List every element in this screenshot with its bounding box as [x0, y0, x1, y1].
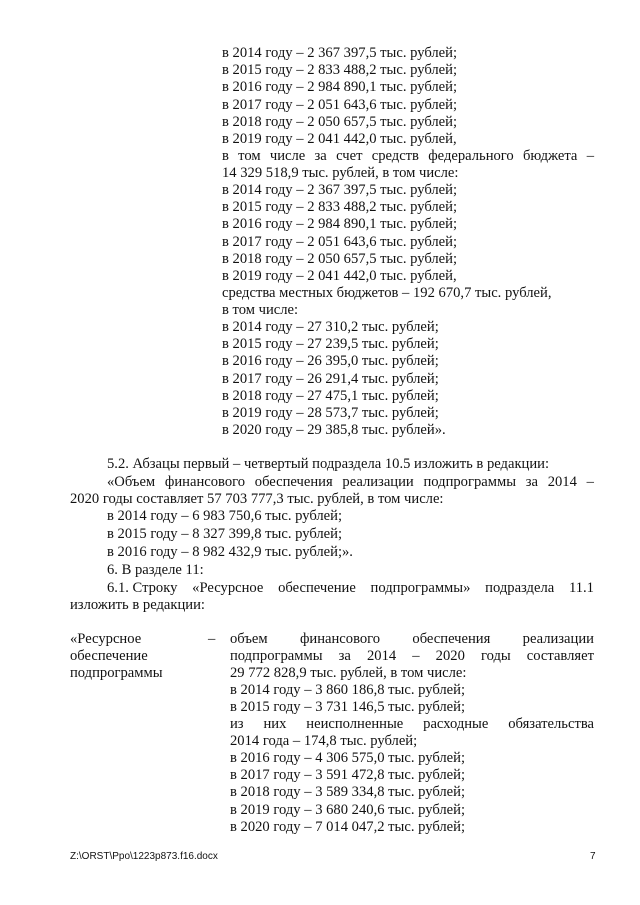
- table-right-line-5: в 2015 году – 3 731 146,5 тыс. рублей;: [230, 699, 466, 715]
- word: обеспечение: [278, 580, 356, 596]
- word: 2014: [367, 648, 397, 664]
- funding-year-line: в 2015 году – 2 833 488,2 тыс. рублей;: [222, 62, 458, 79]
- funding-year-line: в 2014 году – 2 367 397,5 тыс. рублей;: [222, 45, 458, 61]
- section-6-heading: 6. В разделе 11:: [107, 562, 204, 578]
- word: 2020: [435, 648, 465, 664]
- word: за: [314, 148, 327, 164]
- section-6-1-line-2: изложить в редакции:: [70, 597, 205, 613]
- funding-year-line: в 2018 году – 2 050 657,5 тыс. рублей;: [222, 113, 458, 130]
- word: за: [338, 648, 351, 664]
- word: составляет: [526, 648, 594, 664]
- word: 6.1. Строку: [107, 580, 178, 596]
- word: обязательства: [508, 716, 594, 732]
- table-right-line-1: [230, 631, 594, 648]
- word: финансового: [164, 474, 246, 490]
- table-right-line-2: [230, 648, 594, 665]
- word: счет: [336, 148, 363, 164]
- table-right-line-7: 2014 года – 174,8 тыс. рублей;: [230, 733, 418, 749]
- local-year-line: в 2017 году – 26 291,4 тыс. рублей;: [222, 370, 439, 387]
- federal-year-line: в 2019 году – 2 041 442,0 тыс. рублей,: [222, 268, 457, 284]
- word: подпрограммы»: [370, 580, 471, 596]
- funding-year-line: в 2016 году – 2 984 890,1 тыс. рублей;: [222, 79, 458, 96]
- word: расходные: [423, 716, 489, 732]
- word: «Объем: [107, 474, 156, 490]
- local-year-line: в 2019 году – 28 573,7 тыс. рублей;: [222, 405, 439, 421]
- federal-intro-line-2: 14 329 518,9 тыс. рублей, в том числе:: [222, 165, 459, 181]
- word: федерального: [428, 148, 514, 164]
- word: числе: [269, 148, 306, 164]
- section-5-2-heading: 5.2. Абзацы первый – четвертый подраздела 10.5 изложить в редакции:: [107, 456, 550, 472]
- word: объем: [230, 631, 268, 647]
- footer-page-number: 7: [590, 851, 596, 862]
- section-5-2-year-line: в 2015 году – 8 327 399,8 тыс. рублей;: [107, 526, 343, 542]
- word: средств: [371, 148, 419, 164]
- word: подпрограммы: [230, 648, 323, 664]
- federal-intro-line: [222, 148, 594, 165]
- word: бюджета: [523, 148, 578, 164]
- word: за: [525, 474, 538, 490]
- section-6-1-line-1: [107, 580, 594, 597]
- word: финансового: [299, 631, 381, 647]
- table-left-line: подпрограммы: [70, 665, 163, 681]
- word: в: [222, 148, 229, 164]
- local-year-line: в 2015 году – 27 239,5 тыс. рублей;: [222, 336, 439, 353]
- federal-year-line: в 2016 году – 2 984 890,1 тыс. рублей;: [222, 216, 458, 233]
- table-year-line: в 2018 году – 3 589 334,8 тыс. рублей;: [230, 784, 466, 801]
- word: подпрограммы: [423, 474, 517, 490]
- word: –: [586, 474, 594, 490]
- word: неисполненные: [306, 716, 404, 732]
- word: 2014: [547, 474, 577, 490]
- funding-year-line: в 2019 году – 2 041 442,0 тыс. рублей,: [222, 131, 457, 147]
- local-year-line: в 2014 году – 27 310,2 тыс. рублей;: [222, 319, 439, 335]
- word: из: [230, 716, 244, 732]
- section-5-2-year-line: в 2016 году – 8 982 432,9 тыс. рублей;».: [107, 544, 353, 560]
- word: годы: [480, 648, 511, 664]
- table-left-line: обеспечение: [70, 648, 148, 664]
- table-year-line: в 2020 году – 7 014 047,2 тыс. рублей;: [230, 818, 466, 835]
- word: 11.1: [568, 580, 594, 596]
- word: обеспечения: [254, 474, 333, 490]
- section-5-2-para-line-1: [107, 474, 594, 491]
- section-5-2-year-line: в 2014 году – 6 983 750,6 тыс. рублей;: [107, 508, 343, 524]
- table-left-line: «Ресурсное: [70, 631, 142, 647]
- local-intro-line-2: в том числе:: [222, 302, 299, 318]
- section-5-2-para-line-2: 2020 годы составляет 57 703 777,3 тыс. рублей, в том числе:: [70, 491, 444, 507]
- table-right-line-4: в 2014 году – 3 860 186,8 тыс. рублей;: [230, 682, 466, 698]
- word: подраздела: [485, 580, 555, 596]
- table-year-line: в 2017 году – 3 591 472,8 тыс. рублей;: [230, 767, 466, 784]
- local-year-line: в 2016 году – 26 395,0 тыс. рублей;: [222, 353, 439, 370]
- federal-year-line: в 2017 году – 2 051 643,6 тыс. рублей;: [222, 233, 458, 250]
- word: «Ресурсное: [192, 580, 264, 596]
- local-year-line: в 2020 году – 29 385,8 тыс. рублей».: [222, 422, 446, 439]
- word: обеспечения: [412, 631, 491, 647]
- table-right-line-6: [230, 716, 594, 733]
- funding-year-line: в 2017 году – 2 051 643,6 тыс. рублей;: [222, 96, 458, 113]
- word: –: [586, 148, 594, 164]
- word: них: [263, 716, 287, 732]
- federal-year-line: в 2015 году – 2 833 488,2 тыс. рублей;: [222, 199, 458, 216]
- local-intro-line: средства местных бюджетов – 192 670,7 тыс. рублей,: [222, 285, 552, 301]
- word: том: [238, 148, 261, 164]
- footer-file-path: Z:\ORST\Ppo\1223p873.f16.docx: [70, 851, 218, 862]
- word: –: [412, 648, 420, 664]
- table-year-line: в 2019 году – 3 680 240,6 тыс. рублей;: [230, 801, 466, 818]
- table-right-line-3: 29 772 828,9 тыс. рублей, в том числе:: [230, 665, 467, 681]
- table-dash: –: [208, 631, 216, 647]
- word: реализации: [522, 631, 594, 647]
- word: реализации: [342, 474, 414, 490]
- local-year-line: в 2018 году – 27 475,1 тыс. рублей;: [222, 387, 439, 404]
- table-year-line: в 2016 году – 4 306 575,0 тыс. рублей;: [230, 750, 466, 766]
- federal-year-line: в 2014 году – 2 367 397,5 тыс. рублей;: [222, 182, 458, 198]
- federal-year-line: в 2018 году – 2 050 657,5 тыс. рублей;: [222, 250, 458, 267]
